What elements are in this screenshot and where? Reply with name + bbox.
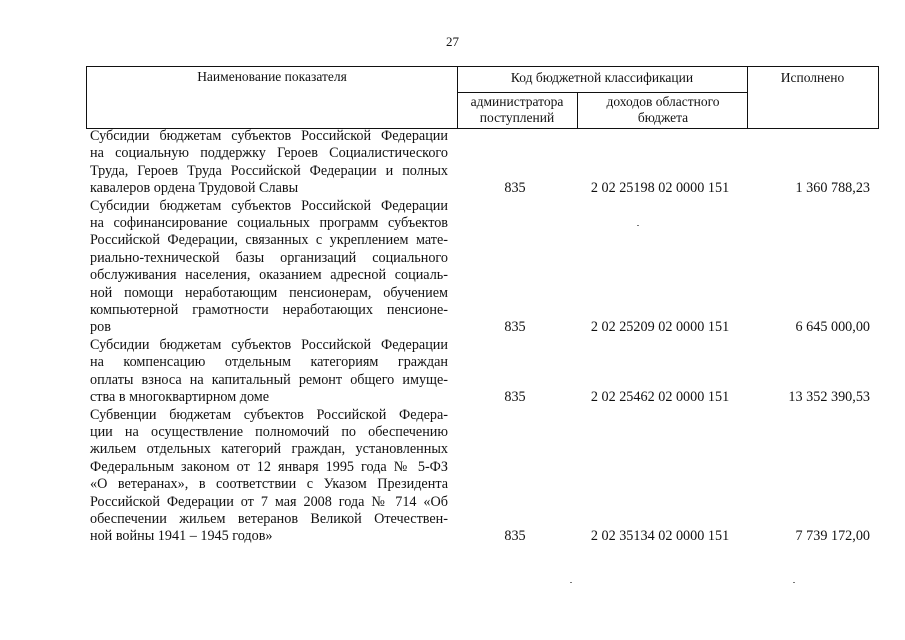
header-divider (577, 92, 578, 128)
executed-amount: 1 360 788,23 (795, 180, 870, 197)
indicator-name: Субсидии бюджетам субъектов Российской Федерации на софинансирование социальных программ субъектов Российской Федерации, связанных с укреплением мате- риально-технической базы организаций социального обслуживания населения, оказанием адресной социаль- ной помощи неработающим пенсионерам, обучением компьютерной грамотности неработающих пенсионе- ров (90, 197, 448, 336)
indicator-name: Субсидии бюджетам субъектов Российской Федерации на компенсацию отдельным категориям граждан оплаты взноса на капитальный ремонт общего имуще- ства в многоквартирном доме (90, 336, 448, 406)
column-header-executed: Исполнено (780, 70, 845, 85)
table-header (86, 66, 879, 129)
revenue-code: 2 02 25462 02 0000 151 (590, 389, 730, 406)
revenue-code: 2 02 25198 02 0000 151 (590, 180, 730, 197)
column-header-revenue: доходов областного бюджета (606, 94, 720, 125)
header-divider (457, 92, 747, 93)
administrator-code: 835 (504, 319, 526, 336)
administrator-code: 835 (504, 528, 526, 545)
column-header-code-group: Код бюджетной классификации (510, 70, 694, 85)
executed-amount: 13 352 390,53 (788, 389, 870, 406)
scan-speck (637, 225, 639, 226)
table-row (90, 198, 880, 337)
table-body (90, 128, 880, 546)
revenue-code: 2 02 25209 02 0000 151 (590, 319, 730, 336)
table-row (90, 407, 880, 546)
column-header-admin: администратора поступлений (470, 94, 564, 125)
indicator-name: Субсидии бюджетам субъектов Российской Федерации на социальную поддержку Героев Социалистического Труда, Героев Труда Российской Федерации и полных кавалеров ордена Трудовой Славы (90, 128, 448, 197)
indicator-name: Субвенции бюджетам субъектов Российской Федера- ции на осуществление полномочий по обеспечению жильем отдельных категорий граждан, установленных Федеральным законом от 12 января 1995 года № 5-ФЗ «О ветеранах», в соответствии с Указом Президента Российской Федерации от 7 мая 2008 года № 714 «Об обеспечении жильем ветеранов Великой Отечествен- ной войны 1941 – 1945 годов» (90, 406, 448, 545)
column-header-name: Наименование показателя (197, 69, 347, 84)
administrator-code: 835 (504, 180, 526, 197)
administrator-code: 835 (504, 389, 526, 406)
page-number: 27 (446, 34, 459, 49)
executed-amount: 7 739 172,00 (795, 528, 870, 545)
scan-speck (793, 582, 795, 583)
scan-speck (570, 582, 572, 583)
table-row (90, 128, 880, 198)
revenue-code: 2 02 35134 02 0000 151 (590, 528, 730, 545)
executed-amount: 6 645 000,00 (795, 319, 870, 336)
table-row (90, 337, 880, 407)
